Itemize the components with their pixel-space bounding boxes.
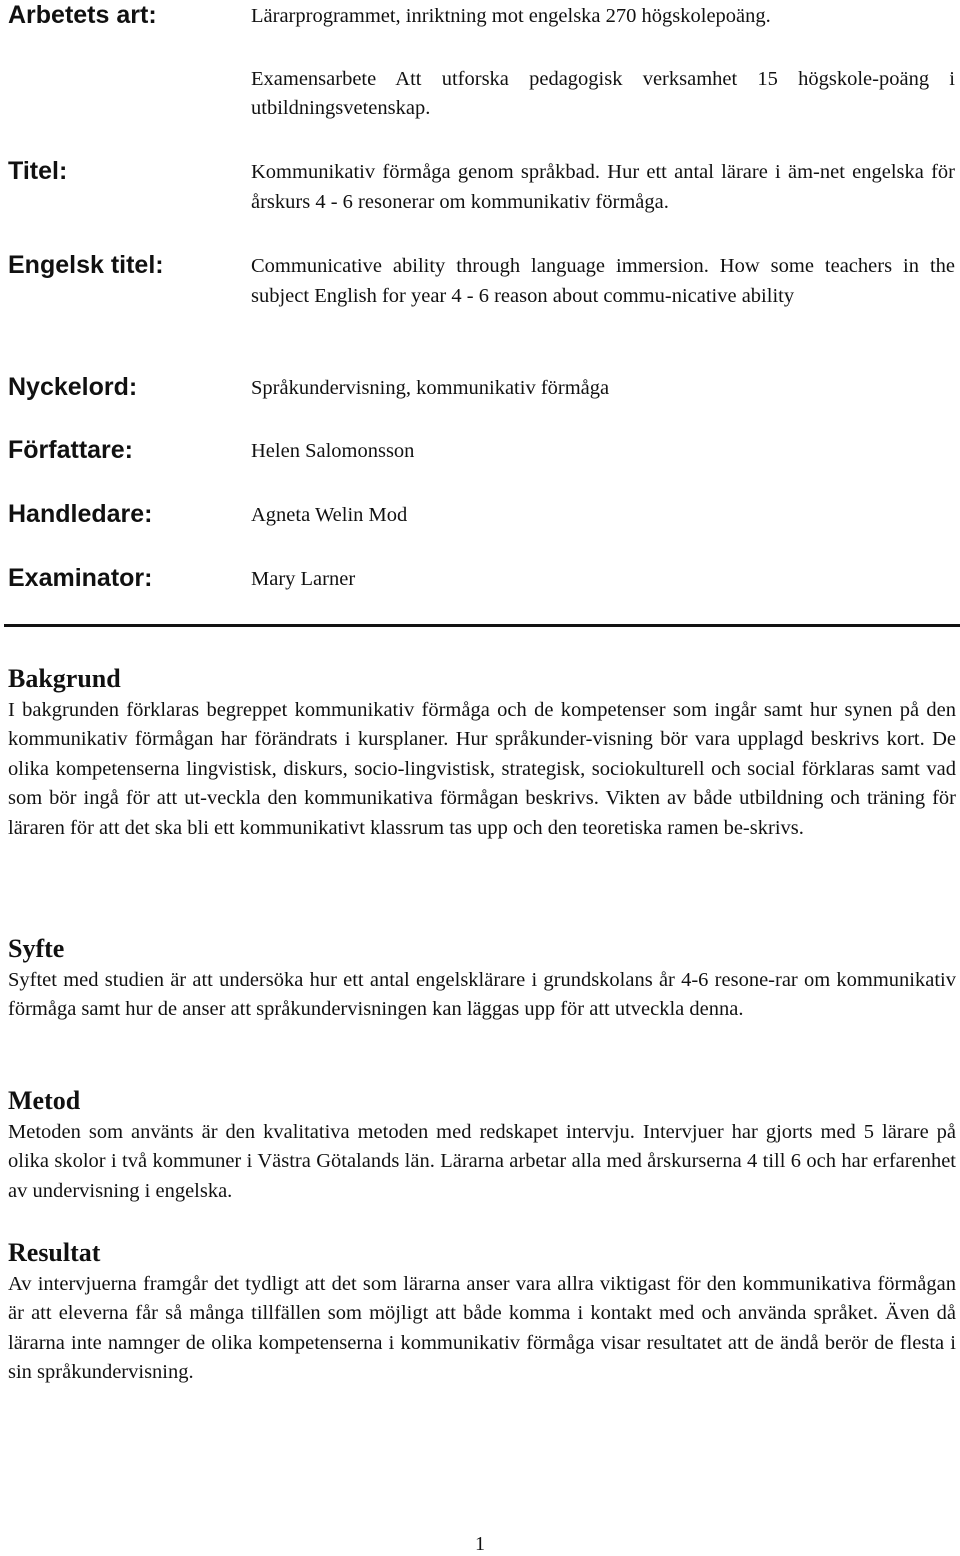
- section-syfte: [8, 934, 956, 1025]
- section-heading-resultat: Resultat: [8, 1238, 101, 1267]
- meta-label-examinator: Examinator:: [8, 564, 153, 592]
- page-number: 1: [475, 1533, 485, 1555]
- section-text-resultat: Av intervjuerna framgår det tydligt att det som lärarna anser vara allra viktigast för den kommunikativa förmågan är att eleverna får så många tillfällen som möjligt att både komma i kontakt med och använda språket. Även då lärarna inte namnger de olika kompetenserna i kommunikativ förmåga visar resultatet att de ändå berör de flesta i sin språkundervisning.: [8, 1273, 956, 1384]
- section-text-metod: Metoden som använts är den kvalitativa metoden med redskapet intervju. Intervjuer har gjorts med 5 lärare på olika skolor i två kommuner i Västra Götalands län. Lärarna arbetar alla med årskurserna 4 till 6 och har erfarenhet av undervisning i engelska.: [8, 1121, 956, 1202]
- meta-value-titel-text: Kommunikativ förmåga genom språkbad. Hur ett antal lärare i äm-net engelska för årskurs 4 - 6 resonerar om kommunikativ förmåga.: [251, 161, 955, 213]
- meta-value-engelsk-titel-text: Communicative ability through language immersion. How some teachers in the subject English for year 4 - 6 reason about commu-nicative ability: [251, 255, 955, 307]
- meta-label-forfattare: Författare:: [8, 436, 134, 464]
- meta-label-nyckelord: Nyckelord:: [8, 373, 138, 401]
- section-text-syfte: Syftet med studien är att undersöka hur ett antal engelsklärare i grundskolans år 4-6 resone-rar om kommunikativ förmåga samt hur de anser att språkundervisningen kan läggas upp för att utveckla denna.: [8, 969, 956, 1021]
- meta-label-handledare: Handledare:: [8, 500, 153, 528]
- section-metod: [8, 1086, 956, 1206]
- meta-label-engelsk-titel: Engelsk titel:: [8, 251, 164, 279]
- section-heading-metod: Metod: [8, 1086, 81, 1115]
- meta-value-nyckelord: [251, 374, 955, 404]
- meta-value-engelsk-titel: [251, 252, 955, 311]
- meta-value-handledare-text: Agneta Welin Mod: [251, 504, 408, 526]
- meta-value-arbetets-art-line-1: Lärarprogrammet, inriktning mot engelska 270 högskolepoäng.: [251, 5, 771, 27]
- meta-value-arbetets-art-line-2: Examensarbete Att utforska pedagogisk verksamhet 15 högskole-poäng i utbildningsvetenskap.: [251, 67, 955, 119]
- meta-value-examinator: [251, 565, 955, 595]
- section-divider: [4, 624, 960, 627]
- meta-label-titel: Titel:: [8, 157, 68, 185]
- meta-value-handledare: [251, 501, 955, 531]
- section-bakgrund: [8, 664, 956, 843]
- section-heading-bakgrund: Bakgrund: [8, 664, 121, 693]
- meta-value-titel: [251, 158, 955, 217]
- meta-value-forfattare-text: Helen Salomonsson: [251, 440, 415, 462]
- meta-value-arbetets-art: [251, 2, 955, 124]
- meta-label-arbetets-art: Arbetets art:: [8, 1, 157, 29]
- section-text-bakgrund: I bakgrunden förklaras begreppet kommunikativ förmåga och de kompetenser som ingår samt hur synen på den kommunikativ förmågan har förändrats i kursplaner. Hur språkunder-visning bör vara upplagd beskrivs kort. De olika kompetenserna lingvistisk, diskurs, socio-lingvistisk, strategisk, sociokulturell och social förklaras samt vad som bör ingå för att ut-veckla den kommunikativa förmågan beskrivs. Vikten av både utbildning och träning för läraren för att det ska bli ett kommunikativt klassrum tas upp och den teoretiska ramen be-skrivs.: [8, 699, 956, 839]
- section-resultat: [8, 1238, 956, 1388]
- meta-value-examinator-text: Mary Larner: [251, 568, 356, 590]
- meta-value-forfattare: [251, 437, 955, 467]
- meta-value-nyckelord-text: Språkundervisning, kommunikativ förmåga: [251, 377, 610, 399]
- section-heading-syfte: Syfte: [8, 934, 65, 963]
